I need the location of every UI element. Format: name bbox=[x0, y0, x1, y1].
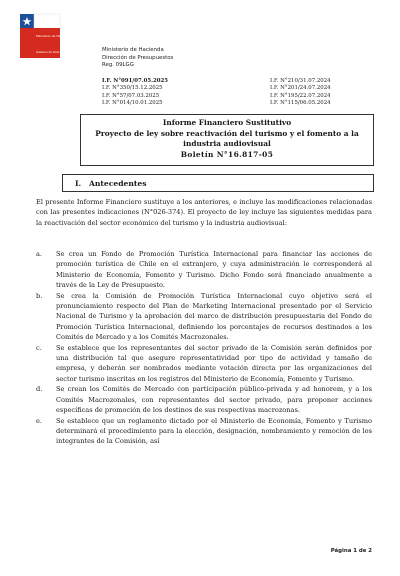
list-item-text: Se crea un Fondo de Promoción Turística Internacional para financiar las acciones de promoción turística de Chile en el extranjero, y cuya administración le corresponderá al Ministerio de Economía, Fomento y Turismo. Dicho Fondo será financiado anualmente a través de la Ley de Presupuesto. bbox=[56, 250, 372, 290]
bulletin-number: Boletín N°16.817-05 bbox=[180, 150, 274, 160]
section-heading bbox=[62, 174, 374, 192]
page-number: Página 1 de 2 bbox=[330, 548, 372, 554]
title-box bbox=[80, 114, 374, 166]
ministry-block bbox=[102, 47, 173, 70]
government-logo bbox=[20, 14, 71, 58]
list-item bbox=[36, 384, 372, 415]
references-right bbox=[270, 78, 331, 108]
reference-item: I.F. N°210/31.07.2024 bbox=[270, 78, 331, 84]
list-item-text: Se crean los Comités de Mercado con participación público-privada y ad honorem, y a los Comités Macrozonales, con representantes del sector privado, para proponer acciones específicas de promoción de los destinos de sus respectivas macrozonas. bbox=[56, 385, 372, 415]
registry-code: Reg. 09LGG bbox=[102, 62, 134, 69]
intro-paragraph: El presente Informe Financiero sustituye a los anteriores, e incluye las modificaciones relacionadas con las presentes indicaciones (N°026-374). El proyecto de ley incluye las siguientes medidas para la reactivación del sector económico del turismo y la industria audiovisual: bbox=[36, 198, 372, 227]
section-number: I. bbox=[75, 179, 82, 188]
reference-item: I.F. N°115/06.05.2024 bbox=[270, 100, 331, 107]
reference-item: I.F. N°57/07.03.2025 bbox=[102, 92, 160, 99]
svg-text:Ministerio de Hacienda: Ministerio de Hacienda bbox=[36, 34, 71, 38]
measures-list bbox=[36, 249, 372, 447]
list-item bbox=[36, 343, 372, 385]
list-marker: b. bbox=[36, 291, 43, 300]
list-marker: a. bbox=[36, 250, 43, 258]
list-item-text: Se establece que un reglamento dictado por el Ministerio de Economía, Fomento y Turismo determinará el procedimiento para la elección, designación, nombramiento y remoción de los integrantes de la Comisión, así bbox=[56, 416, 372, 446]
reference-item: I.F. N°195/22.07.2024 bbox=[270, 92, 331, 99]
office-name: Dirección de Presupuestos bbox=[102, 54, 174, 61]
reference-item: I.F. N°201/24.07.2024 bbox=[270, 85, 331, 92]
list-item bbox=[36, 416, 372, 447]
bill-title: Proyecto de ley sobre reactivación del turismo y el fomento a la industria audiovisual bbox=[95, 129, 359, 148]
reference-item: I.F. N°350/15.12.2025 bbox=[102, 85, 163, 92]
list-item bbox=[36, 291, 372, 343]
svg-text:Gobierno de Chile: Gobierno de Chile bbox=[36, 51, 60, 54]
list-item-text: Se crea la Comisión de Promoción Turística Internacional cuyo objetivo será el pronunciamiento respecto del Plan de Marketing Internacional presentado por el Servicio Nacional de Turismo y la aprobación del marco de distribución presupuestaria del Fondo de Promoción Turística Internacional, definiendo los porcentajes de recursos destinados a los Comités de Mercado y a los Comités Macrozonales. bbox=[56, 291, 372, 342]
ministry-name: Ministerio de Hacienda bbox=[102, 47, 164, 53]
section-title: Antecedentes bbox=[89, 179, 147, 188]
list-marker: e. bbox=[36, 416, 42, 425]
reference-item: I.F. N°014/10.01.2025 bbox=[102, 100, 163, 107]
list-marker: c. bbox=[36, 343, 42, 352]
report-type: Informe Financiero Sustitutivo bbox=[162, 118, 292, 127]
list-item-text: Se establece que los representantes del sector privado de la Comisión serán definidos por una distribución tal que asegure representatividad por tipo de actividad y tamaño de empresa, y deberán ser nombrados mediante votación directa por las organizaciones del sector turismo inscritas en los registros del Ministerio de Economía, Fomento y Turismo. bbox=[56, 343, 372, 383]
list-marker: d. bbox=[36, 385, 43, 394]
references-left bbox=[102, 78, 168, 108]
list-item bbox=[36, 249, 372, 291]
reference-item: I.F. N°091/07.05.2025 bbox=[102, 78, 169, 84]
